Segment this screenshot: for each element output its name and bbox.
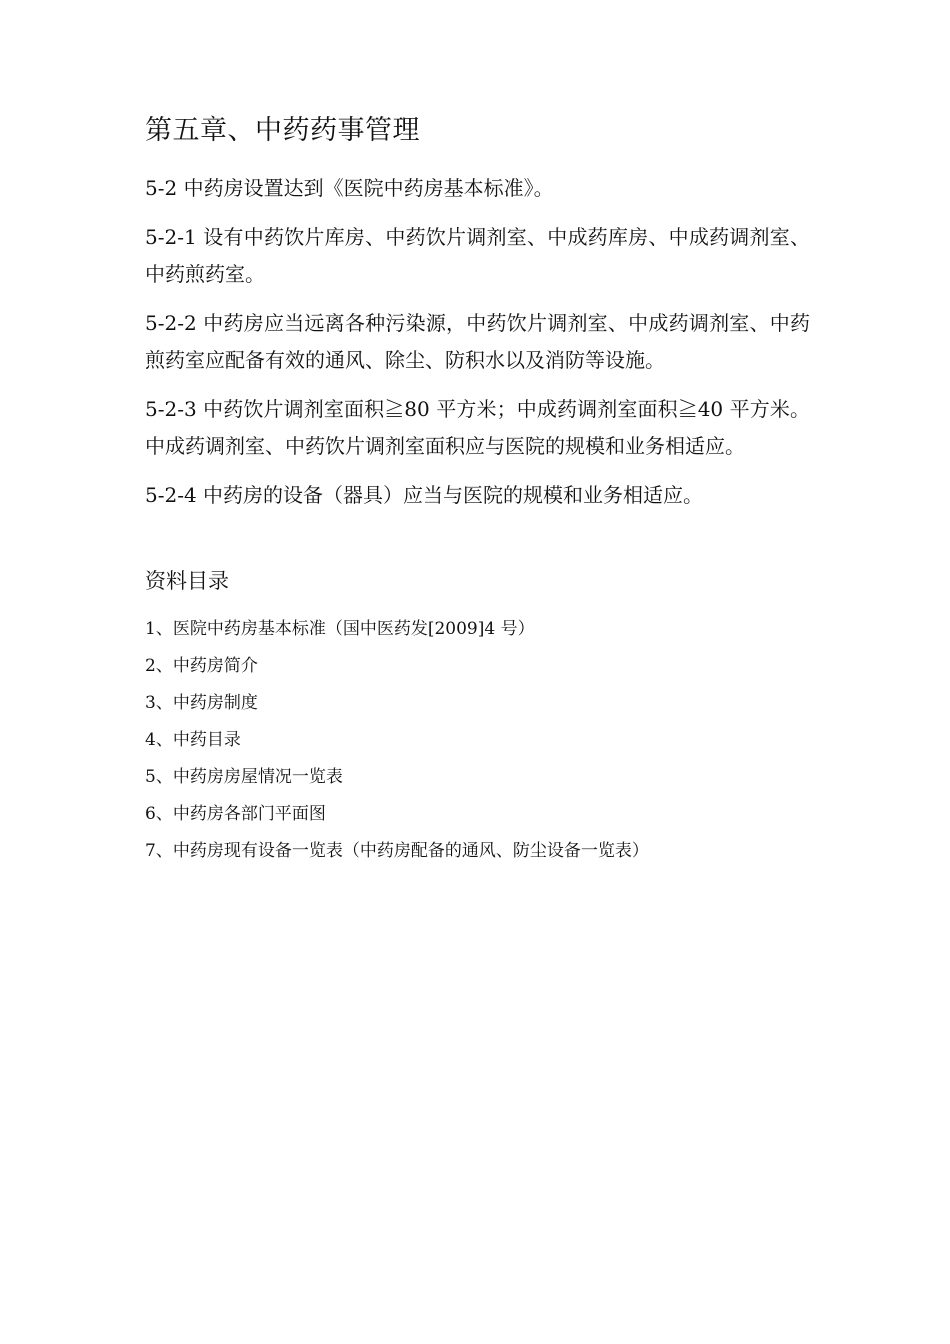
paragraph-5-2: 5-2 中药房设置达到《医院中药房基本标准》。: [145, 176, 554, 200]
paragraph-5-2-4: 5-2-4 中药房的设备（器具）应当与医院的规模和业务相适应。: [145, 483, 704, 507]
materials-list-item: 4、中药目录: [145, 730, 241, 750]
materials-list-item: 3、中药房制度: [145, 693, 258, 713]
materials-list-item: 7、中药房现有设备一览表（中药房配备的通风、防尘设备一览表）: [145, 841, 649, 861]
materials-list-item: 5、中药房房屋情况一览表: [145, 767, 343, 787]
materials-list-item: 6、中药房各部门平面图: [145, 804, 326, 824]
materials-list-item: 2、中药房简介: [145, 656, 258, 676]
chapter-title: 第五章、中药药事管理: [145, 115, 420, 146]
paragraph-5-2-3: 5-2-3 中药饮片调剂室面积≧80 平方米；中成药调剂室面积≧40 平方米。中成药调剂室、中药饮片调剂室面积应与医院的规模和业务相适应。: [145, 397, 810, 458]
paragraph-5-2-2: 5-2-2 中药房应当远离各种污染源，中药饮片调剂室、中成药调剂室、中药煎药室应配备有效的通风、除尘、防积水以及消防等设施。: [145, 311, 810, 372]
materials-title: 资料目录: [145, 569, 229, 593]
standards-section: [145, 170, 810, 514]
document-content: [145, 112, 810, 877]
materials-list: [145, 618, 810, 863]
paragraph-5-2-1: 5-2-1 设有中药饮片库房、中药饮片调剂室、中成药库房、中成药调剂室、中药煎药室。: [145, 225, 810, 286]
materials-list-item: 1、医院中药房基本标准（国中医药发[2009]4 号）: [145, 619, 535, 639]
